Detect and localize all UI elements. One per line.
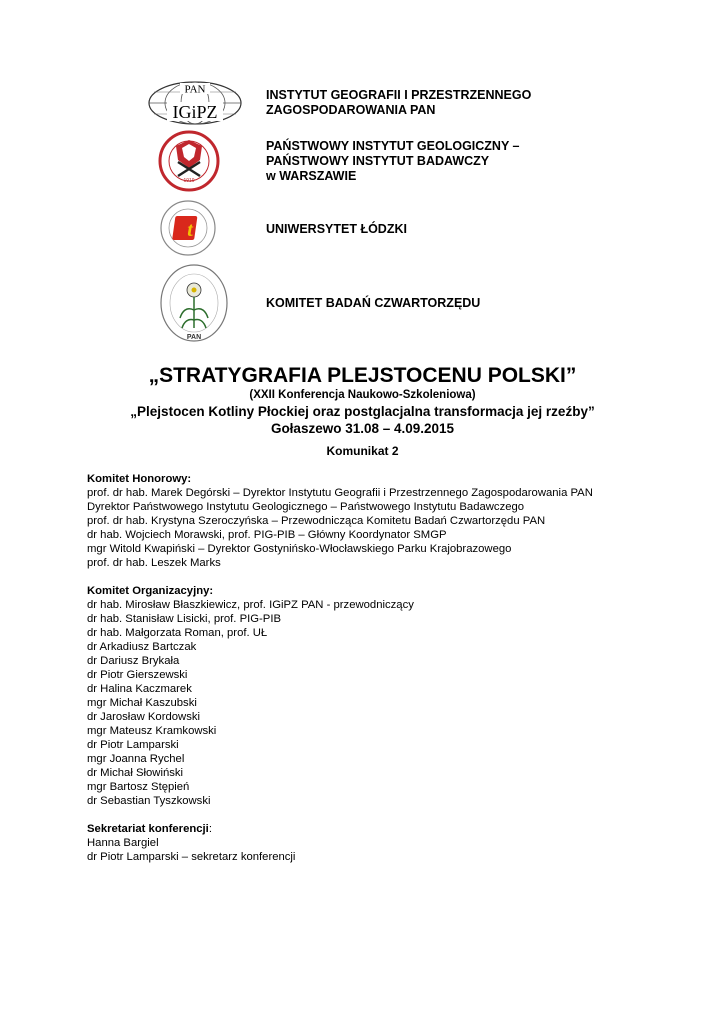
organizing-member: dr Piotr Lamparski: [87, 739, 179, 751]
institution-ul: [266, 222, 407, 237]
institution-igipz-line2: ZAGOSPODAROWANIA PAN: [266, 103, 436, 117]
organizing-member: dr Piotr Gierszewski: [87, 669, 188, 681]
honorary-member: prof. dr hab. Leszek Marks: [87, 557, 221, 569]
honorary-committee: [87, 472, 593, 570]
conference-place-date: Gołaszewo 31.08 – 4.09.2015: [270, 421, 455, 436]
organizing-member: dr hab. Mirosław Błaszkiewicz, prof. IGiPZ PAN - przewodniczący: [87, 599, 414, 611]
pig-logo-year: 1919: [183, 178, 195, 184]
secretariat: [87, 822, 295, 864]
institution-pig-line1: PAŃSTWOWY INSTYTUT GEOLOGICZNY –: [266, 139, 520, 153]
organizing-member: dr hab. Stanisław Lisicki, prof. PIG-PIB: [87, 613, 282, 625]
institution-pig-line2: PAŃSTWOWY INSTYTUT BADAWCZY: [266, 154, 490, 168]
organizing-member: mgr Mateusz Kramkowski: [87, 725, 217, 737]
institution-igipz-line1: INSTYTUT GEOGRAFII I PRZESTRZENNEGO: [266, 88, 532, 102]
institution-kbc: [266, 296, 480, 311]
organizing-member: mgr Joanna Rychel: [87, 753, 185, 765]
conference-topic: „Plejstocen Kotliny Płockiej oraz postglacjalna transformacja jej rzeźby”: [130, 404, 595, 419]
organizing-member: mgr Michał Kaszubski: [87, 697, 197, 709]
igipz-logo-bottom: IGiPZ: [172, 102, 218, 122]
organizing-committee-heading: Komitet Organizacyjny:: [87, 585, 214, 597]
pig-logo: [158, 128, 220, 194]
honorary-member: mgr Witold Kwapiński – Dyrektor Gostynińsko-Włocławskiego Parku Krajobrazowego: [87, 543, 512, 555]
secretariat-member: dr Piotr Lamparski – sekretarz konferencji: [87, 851, 296, 863]
institution-pig-line3: w WARSZAWIE: [266, 169, 357, 183]
honorary-member: Dyrektor Państwowego Instytutu Geologicznego – Państwowego Instytutu Badawczego: [87, 501, 525, 513]
ul-logo: [158, 198, 218, 258]
igipz-logo-top: PAN: [184, 83, 206, 96]
institution-kbc-line1: KOMITET BADAŃ CZWARTORZĘDU: [266, 296, 481, 310]
organizing-committee: [87, 584, 414, 808]
organizing-member: dr Jarosław Kordowski: [87, 711, 201, 723]
ul-logo-letter: t: [187, 219, 193, 241]
honorary-member: prof. dr hab. Krystyna Szeroczyńska – Przewodnicząca Komitetu Badań Czwartorzędu PAN: [87, 515, 546, 527]
conference-subtitle: (XXII Konferencja Naukowo-Szkoleniowa): [249, 389, 476, 401]
honorary-member: dr hab. Wojciech Morawski, prof. PIG-PIB – Główny Koordynator SMGP: [87, 529, 447, 541]
conference-title: „STRATYGRAFIA PLEJSTOCENU POLSKI”: [148, 364, 577, 387]
honorary-committee-heading: Komitet Honorowy:: [87, 473, 192, 485]
secretariat-heading-colon: :: [208, 823, 212, 835]
organizing-member: dr Halina Kaczmarek: [87, 683, 192, 695]
kbc-logo-bottom: PAN: [186, 334, 202, 341]
secretariat-member: Hanna Bargiel: [87, 837, 159, 849]
secretariat-heading-line: [87, 822, 295, 836]
institution-igipz: [266, 88, 531, 118]
communique-label: Komunikat 2: [326, 444, 399, 458]
organizing-member: dr Sebastian Tyszkowski: [87, 795, 211, 807]
organizing-member: dr Dariusz Brykała: [87, 655, 180, 667]
igipz-logo: [147, 80, 243, 126]
organizing-member: dr Michał Słowiński: [87, 767, 184, 779]
institution-ul-line1: UNIWERSYTET ŁÓDZKI: [266, 222, 407, 236]
organizing-member: dr hab. Małgorzata Roman, prof. UŁ: [87, 627, 268, 639]
kbc-logo: [158, 262, 230, 344]
secretariat-heading: Sekretariat konferencji: [87, 823, 209, 835]
organizing-member: dr Arkadiusz Bartczak: [87, 641, 197, 653]
honorary-member: prof. dr hab. Marek Degórski – Dyrektor Instytutu Geografii i Przestrzennego Zagospodarowania PAN: [87, 487, 593, 499]
organizing-member: mgr Bartosz Stępień: [87, 781, 190, 793]
institution-pig: [266, 139, 520, 184]
